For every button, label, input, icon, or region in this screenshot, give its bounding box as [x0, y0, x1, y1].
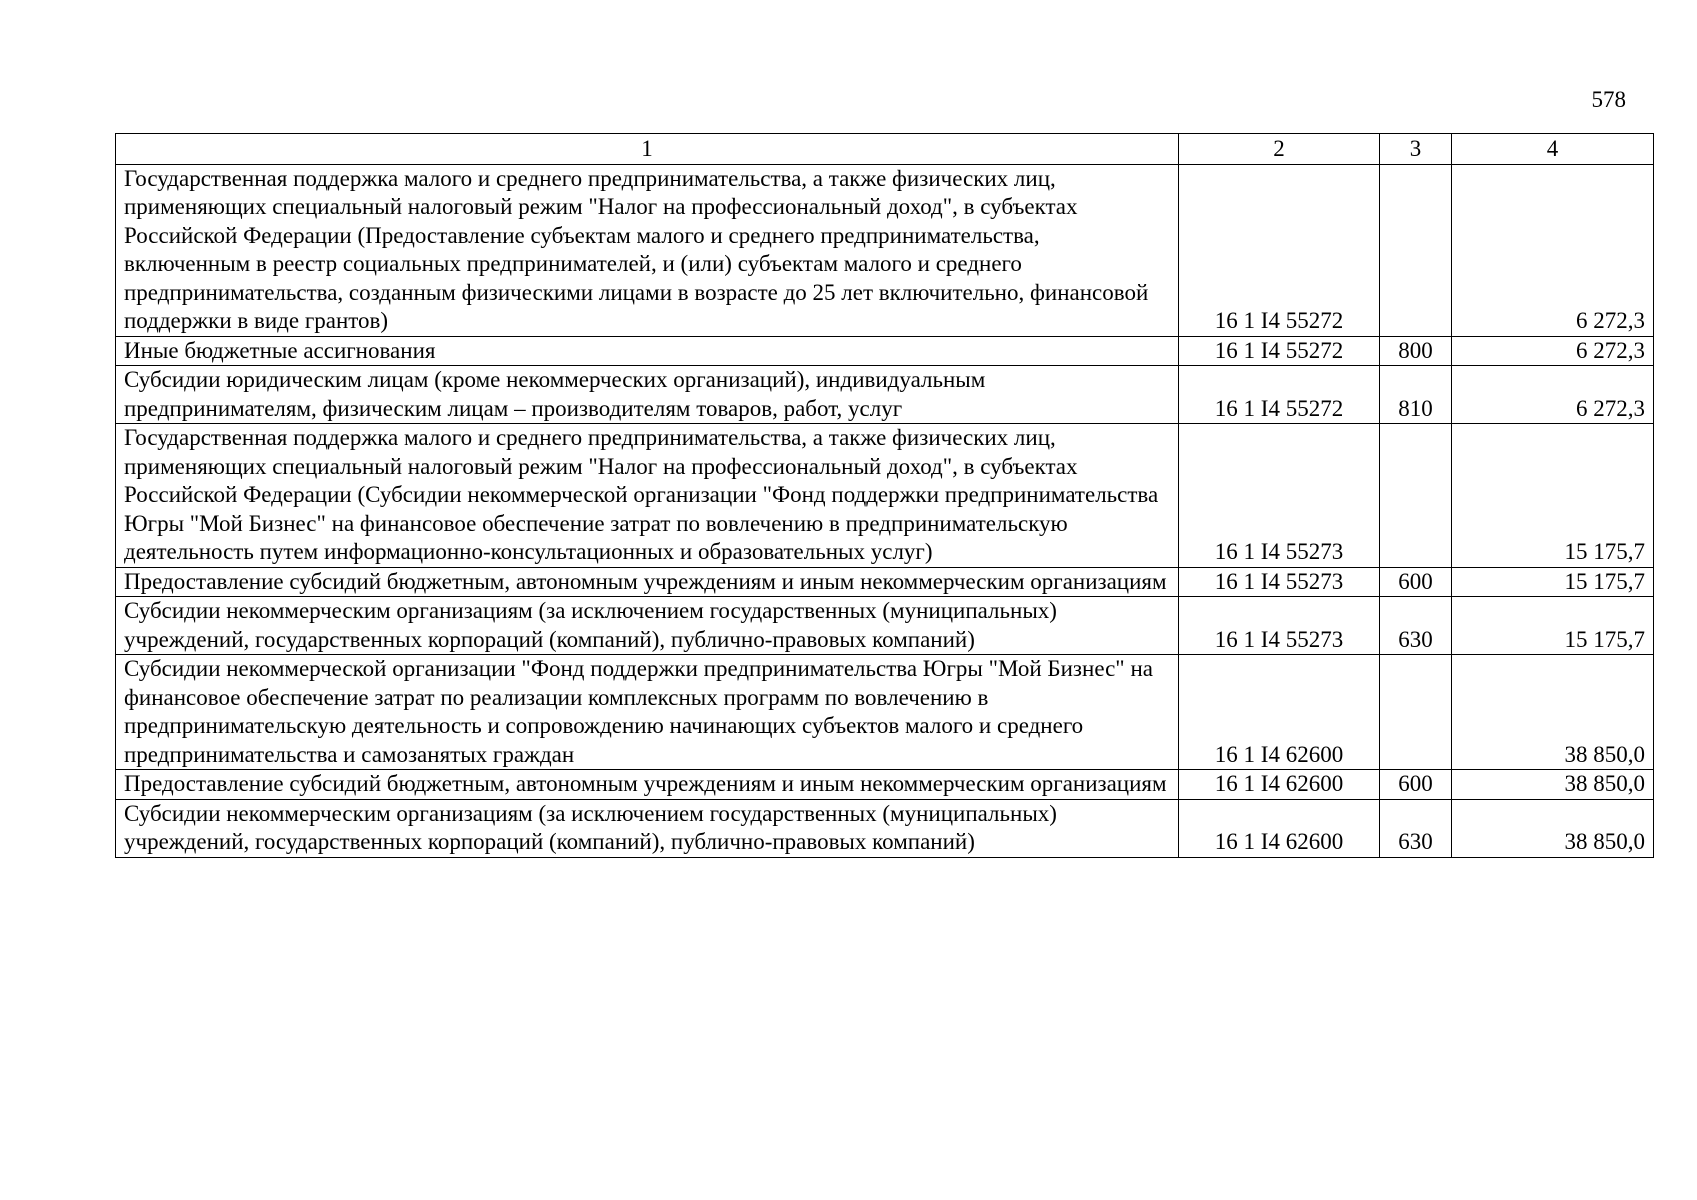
- column-header-1: 1: [116, 134, 1179, 165]
- column-header-2: 2: [1179, 134, 1380, 165]
- page-number: 578: [1591, 87, 1626, 112]
- row-amount: 6 272,3: [1452, 366, 1654, 424]
- row-amount: 38 850,0: [1452, 655, 1654, 770]
- row-type: [1380, 164, 1452, 336]
- row-amount: 15 175,7: [1452, 597, 1654, 655]
- row-type: 810: [1380, 366, 1452, 424]
- row-amount: 15 175,7: [1452, 424, 1654, 568]
- row-amount: 38 850,0: [1452, 799, 1654, 857]
- row-code: 16 1 I4 62600: [1179, 799, 1380, 857]
- table-row: [116, 164, 1654, 336]
- table-row: [116, 336, 1654, 366]
- budget-table: [115, 133, 1654, 858]
- row-type: 630: [1380, 799, 1452, 857]
- row-amount: 38 850,0: [1452, 770, 1654, 800]
- row-name: Государственная поддержка малого и среднего предпринимательства, а также физических лиц, применяющих специальный налоговый режим "Налог на профессиональный доход", в субъектах Российской Федерации (Субсидии некоммерческой организации "Фонд поддержки предпринимательства Югры "Мой Бизнес" на финансовое обеспечение затрат по вовлечению в предпринимательскую деятельность путем информационно-консультационных и образовательных услуг): [116, 424, 1179, 568]
- column-header-3: 3: [1380, 134, 1452, 165]
- row-name: Субсидии некоммерческим организациям (за исключением государственных (муниципальных) учреждений, государственных корпораций (компаний), публично-правовых компаний): [116, 799, 1179, 857]
- table-row: [116, 770, 1654, 800]
- row-type: [1380, 655, 1452, 770]
- row-amount: 6 272,3: [1452, 164, 1654, 336]
- table-row: [116, 424, 1654, 568]
- column-header-4: 4: [1452, 134, 1654, 165]
- table-row: [116, 799, 1654, 857]
- row-code: 16 1 I4 55272: [1179, 366, 1380, 424]
- row-name: Иные бюджетные ассигнования: [116, 336, 1179, 366]
- row-type: 600: [1380, 770, 1452, 800]
- row-type: 800: [1380, 336, 1452, 366]
- row-code: 16 1 I4 55273: [1179, 597, 1380, 655]
- row-type: [1380, 424, 1452, 568]
- row-name: Предоставление субсидий бюджетным, автономным учреждениям и иным некоммерческим организациям: [116, 770, 1179, 800]
- row-name: Государственная поддержка малого и среднего предпринимательства, а также физических лиц, применяющих специальный налоговый режим "Налог на профессиональный доход", в субъектах Российской Федерации (Предоставление субъектам малого и среднего предпринимательства, включенным в реестр социальных предпринимателей, и (или) субъектам малого и среднего предпринимательства, созданным физическими лицами в возрасте до 25 лет включительно, финансовой поддержки в виде грантов): [116, 164, 1179, 336]
- table-row: [116, 366, 1654, 424]
- row-name: Предоставление субсидий бюджетным, автономным учреждениям и иным некоммерческим организациям: [116, 567, 1179, 597]
- row-amount: 6 272,3: [1452, 336, 1654, 366]
- table-row: [116, 567, 1654, 597]
- row-code: 16 1 I4 62600: [1179, 655, 1380, 770]
- row-type: 600: [1380, 567, 1452, 597]
- row-code: 16 1 I4 62600: [1179, 770, 1380, 800]
- table-row: [116, 655, 1654, 770]
- row-amount: 15 175,7: [1452, 567, 1654, 597]
- row-code: 16 1 I4 55272: [1179, 336, 1380, 366]
- row-name: Субсидии некоммерческой организации "Фонд поддержки предпринимательства Югры "Мой Бизнес" на финансовое обеспечение затрат по реализации комплексных программ по вовлечению в предпринимательскую деятельность и сопровождению начинающих субъектов малого и среднего предпринимательства и самозанятых граждан: [116, 655, 1179, 770]
- row-code: 16 1 I4 55273: [1179, 567, 1380, 597]
- table-header-row: [116, 134, 1654, 165]
- row-code: 16 1 I4 55273: [1179, 424, 1380, 568]
- row-name: Субсидии юридическим лицам (кроме некоммерческих организаций), индивидуальным предпринимателям, физическим лицам – производителям товаров, работ, услуг: [116, 366, 1179, 424]
- row-code: 16 1 I4 55272: [1179, 164, 1380, 336]
- table-row: [116, 597, 1654, 655]
- row-name: Субсидии некоммерческим организациям (за исключением государственных (муниципальных) учреждений, государственных корпораций (компаний), публично-правовых компаний): [116, 597, 1179, 655]
- row-type: 630: [1380, 597, 1452, 655]
